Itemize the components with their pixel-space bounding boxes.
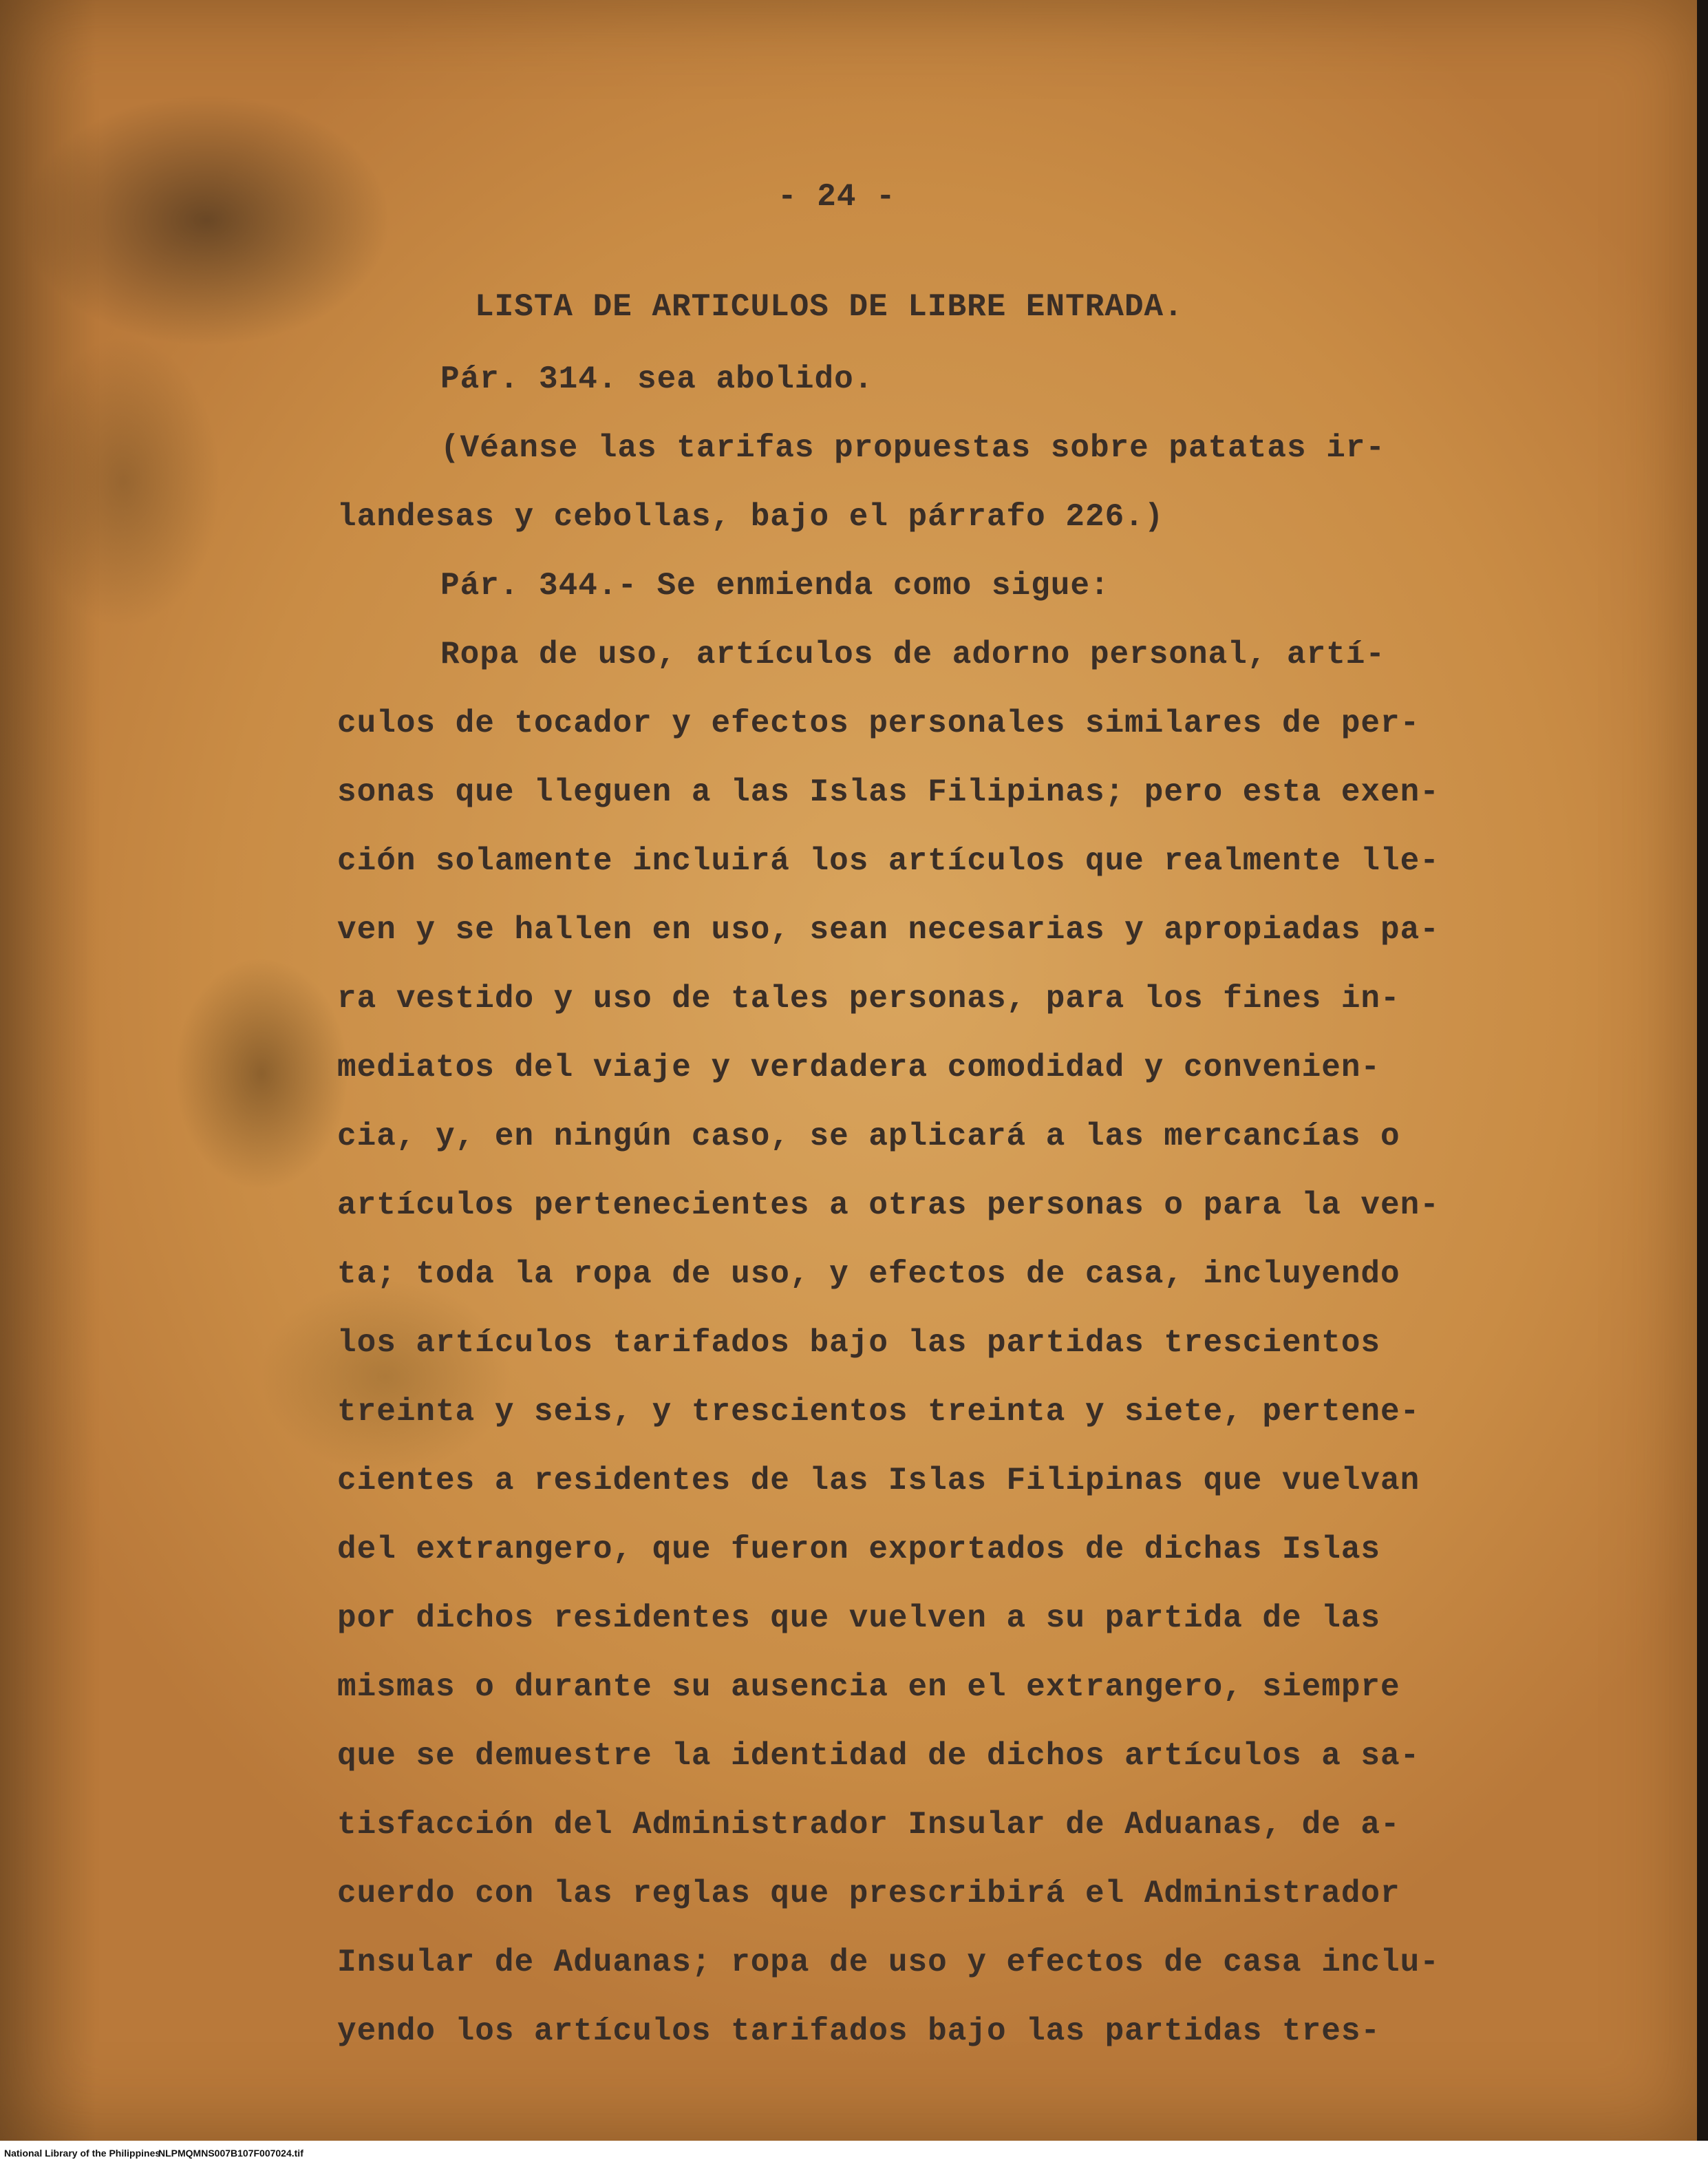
text-line: (Véanse las tarifas propuestas sobre patatas ir- xyxy=(440,430,1386,466)
text-line: cientes a residentes de las Islas Filipinas que vuelvan xyxy=(337,1463,1420,1498)
footer-filename: NLPMQMNS007B107F007024.tif xyxy=(158,2148,303,2159)
text-line: Pár. 344.- Se enmienda como sigue: xyxy=(440,568,1110,604)
text-line: culos de tocador y efectos personales similares de per- xyxy=(337,706,1420,741)
text-line: ra vestido y uso de tales personas, para los fines in- xyxy=(337,981,1400,1017)
text-line: yendo los artículos tarifados bajo las partidas tres- xyxy=(337,2013,1381,2049)
text-line: ven y se hallen en uso, sean necesarias y apropiadas pa- xyxy=(337,912,1440,948)
text-line: cia, y, en ningún caso, se aplicará a las mercancías o xyxy=(337,1119,1400,1154)
text-line: artículos pertenecientes a otras personas o para la ven- xyxy=(337,1187,1440,1223)
text-line: tisfacción del Administrador Insular de Aduanas, de a- xyxy=(337,1807,1400,1843)
page-number: - 24 - xyxy=(778,179,896,215)
text-line: por dichos residentes que vuelven a su partida de las xyxy=(337,1600,1381,1636)
text-line: los artículos tarifados bajo las partidas trescientos xyxy=(337,1325,1381,1361)
text-line: que se demuestre la identidad de dichos artículos a sa- xyxy=(337,1738,1420,1774)
text-line: Ropa de uso, artículos de adorno personal, artí- xyxy=(440,637,1386,673)
text-line: del extrangero, que fueron exportados de dichas Islas xyxy=(337,1532,1381,1567)
footer-institution: National Library of the Philippines xyxy=(4,2148,161,2159)
text-line: ta; toda la ropa de uso, y efectos de casa, incluyendo xyxy=(337,1256,1400,1292)
text-line: Insular de Aduanas; ropa de uso y efectos de casa inclu- xyxy=(337,1945,1440,1980)
page-edge-shadow xyxy=(0,0,96,2141)
text-line: Pár. 314. sea abolido. xyxy=(440,361,874,397)
text-line: sonas que lleguen a las Islas Filipinas; pero esta exen- xyxy=(337,774,1440,810)
text-line: mismas o durante su ausencia en el extrangero, siempre xyxy=(337,1669,1400,1705)
document-heading: LISTA DE ARTICULOS DE LIBRE ENTRADA. xyxy=(475,289,1184,325)
text-line: ción solamente incluirá los artículos que realmente lle- xyxy=(337,843,1440,879)
text-line: landesas y cebollas, bajo el párrafo 226.) xyxy=(337,499,1164,535)
text-line: mediatos del viaje y verdadera comodidad y convenien- xyxy=(337,1050,1381,1086)
text-line: cuerdo con las reglas que prescribirá el Administrador xyxy=(337,1876,1400,1911)
scan-footer xyxy=(0,2141,1708,2171)
text-line: treinta y seis, y trescientos treinta y siete, pertene- xyxy=(337,1394,1420,1430)
